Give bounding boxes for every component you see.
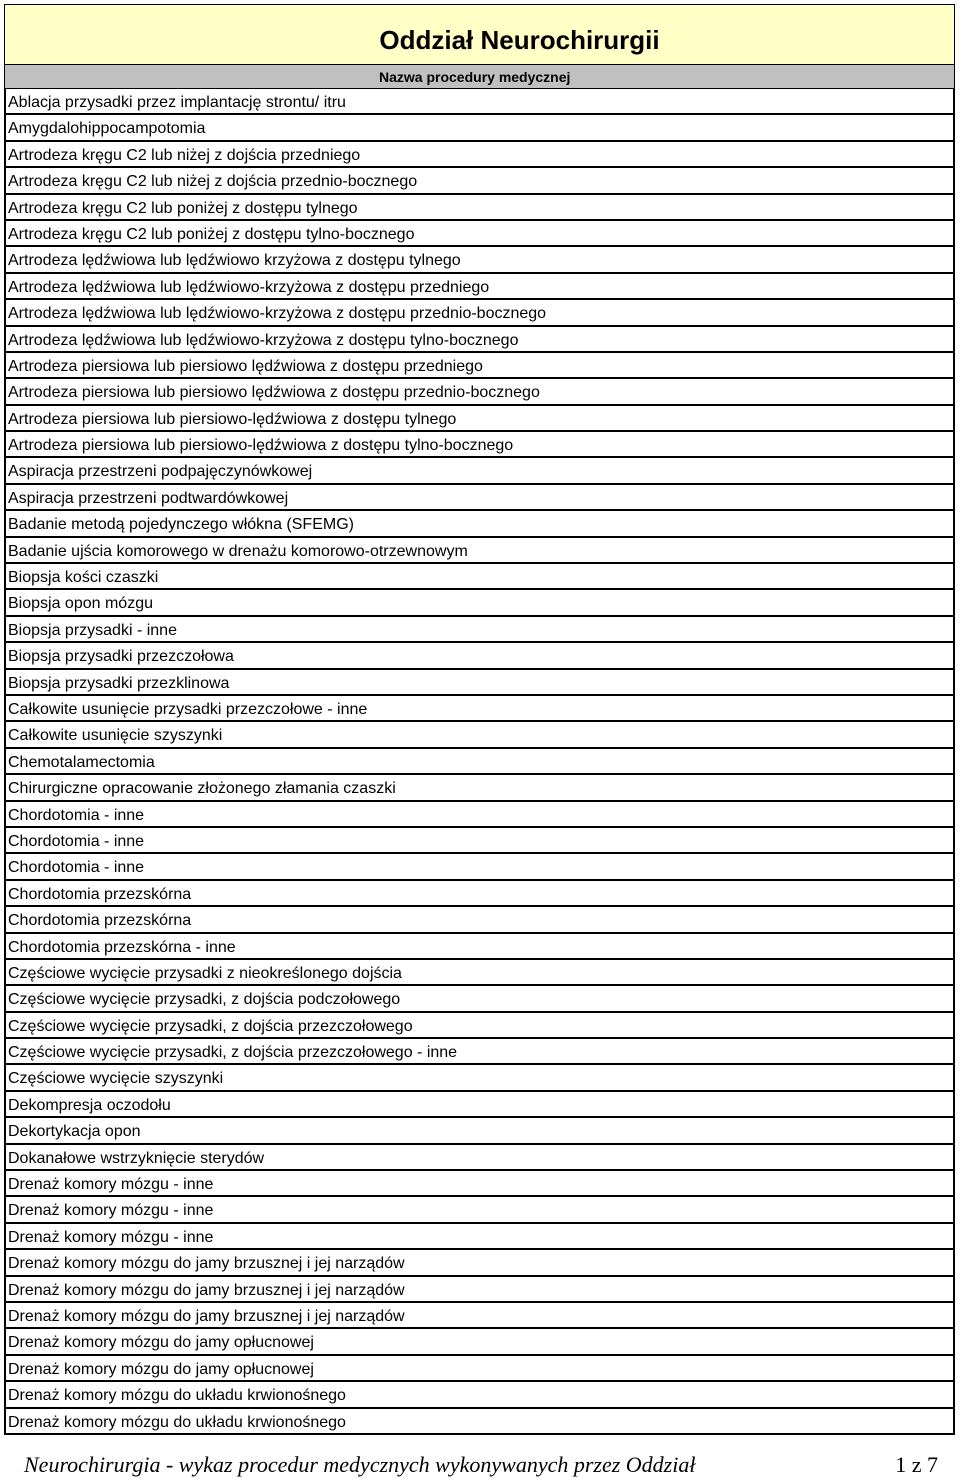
table-row: Drenaż komory mózgu - inne (6, 1224, 953, 1250)
page-title: Oddział Neurochirurgii (379, 25, 660, 55)
table-row: Biopsja przysadki - inne (6, 617, 953, 643)
table-row: Drenaż komory mózgu do układu krwionośnego (6, 1382, 953, 1408)
table-row: Chordotomia przezskórna - inne (6, 934, 953, 960)
table-row: Biopsja przysadki przezklinowa (6, 670, 953, 696)
column-header (4, 65, 955, 89)
table-row: Artrodeza piersiowa lub piersiowo-lędźwiowa z dostępu tylno-bocznego (6, 432, 953, 458)
table-row: Częściowe wycięcie przysadki, z dojścia podczołowego (6, 986, 953, 1012)
table-row: Biopsja kości czaszki (6, 564, 953, 590)
table-row: Biopsja opon mózgu (6, 590, 953, 616)
table-row: Amygdalohippocampotomia (6, 115, 953, 141)
table-row: Chordotomia - inne (6, 828, 953, 854)
table-row: Drenaż komory mózgu do jamy brzusznej i jej narządów (6, 1303, 953, 1329)
table-row: Biopsja przysadki przezczołowa (6, 643, 953, 669)
table-row: Dokanałowe wstrzyknięcie sterydów (6, 1145, 953, 1171)
table-row: Drenaż komory mózgu do jamy opłucnowej (6, 1356, 953, 1382)
table-row: Częściowe wycięcie przysadki z nieokreślonego dojścia (6, 960, 953, 986)
table-row: Całkowite usunięcie przysadki przezczołowe - inne (6, 696, 953, 722)
table-row: Aspiracja przestrzeni podpajęczynówkowej (6, 458, 953, 484)
table-row: Badanie ujścia komorowego w drenażu komorowo-otrzewnowym (6, 538, 953, 564)
table-row: Chemotalamectomia (6, 749, 953, 775)
table-row: Artrodeza lędźwiowa lub lędźwiowo-krzyżowa z dostępu przednio-bocznego (6, 300, 953, 326)
table-row: Chordotomia - inne (6, 854, 953, 880)
page-number: 1 z 7 (895, 1452, 938, 1477)
table-row: Dekompresja oczodołu (6, 1092, 953, 1118)
procedure-list (4, 89, 955, 1435)
table-row: Artrodeza lędźwiowa lub lędźwiowo-krzyżowa z dostępu tylno-bocznego (6, 327, 953, 353)
table-row: Drenaż komory mózgu do jamy opłucnowej (6, 1329, 953, 1355)
table-row: Artrodeza piersiowa lub piersiowo lędźwiowa z dostępu przednio-bocznego (6, 379, 953, 405)
table-row: Drenaż komory mózgu do układu krwionośnego (6, 1409, 953, 1435)
table-row: Chordotomia przezskórna (6, 881, 953, 907)
title-bar (4, 4, 955, 65)
table-row: Artrodeza piersiowa lub piersiowo lędźwiowa z dostępu przedniego (6, 353, 953, 379)
table-row: Drenaż komory mózgu - inne (6, 1197, 953, 1223)
table-row: Artrodeza kręgu C2 lub niżej z dojścia przednio-bocznego (6, 168, 953, 194)
table-row: Częściowe wycięcie przysadki, z dojścia przezczołowego (6, 1013, 953, 1039)
table-row: Artrodeza kręgu C2 lub poniżej z dostępu tylnego (6, 195, 953, 221)
table-row: Artrodeza lędźwiowa lub lędźwiowo-krzyżowa z dostępu przedniego (6, 274, 953, 300)
table-row: Badanie metodą pojedynczego włókna (SFEMG) (6, 511, 953, 537)
table-row: Chordotomia - inne (6, 802, 953, 828)
table-row: Drenaż komory mózgu do jamy brzusznej i jej narządów (6, 1277, 953, 1303)
table-row: Częściowe wycięcie szyszynki (6, 1065, 953, 1091)
table-row: Artrodeza kręgu C2 lub niżej z dojścia przedniego (6, 142, 953, 168)
table-row: Ablacja przysadki przez implantację strontu/ itru (6, 89, 953, 115)
column-header-label: Nazwa procedury medycznej (379, 69, 571, 85)
table-row: Drenaż komory mózgu - inne (6, 1171, 953, 1197)
footer-title: Neurochirurgia - wykaz procedur medycznych wykonywanych przez Oddział (24, 1452, 696, 1477)
table-row: Artrodeza kręgu C2 lub poniżej z dostępu tylno-bocznego (6, 221, 953, 247)
table-row: Artrodeza lędźwiowa lub lędźwiowo krzyżowa z dostępu tylnego (6, 247, 953, 273)
table-row: Drenaż komory mózgu do jamy brzusznej i jej narządów (6, 1250, 953, 1276)
table-row: Częściowe wycięcie przysadki, z dojścia przezczołowego - inne (6, 1039, 953, 1065)
table-row: Aspiracja przestrzeni podtwardówkowej (6, 485, 953, 511)
table-row: Artrodeza piersiowa lub piersiowo-lędźwiowa z dostępu tylnego (6, 406, 953, 432)
table-row: Chirurgiczne opracowanie złożonego złamania czaszki (6, 775, 953, 801)
table-row: Chordotomia przezskórna (6, 907, 953, 933)
table-row: Całkowite usunięcie szyszynki (6, 722, 953, 748)
table-row: Dekortykacja opon (6, 1118, 953, 1144)
